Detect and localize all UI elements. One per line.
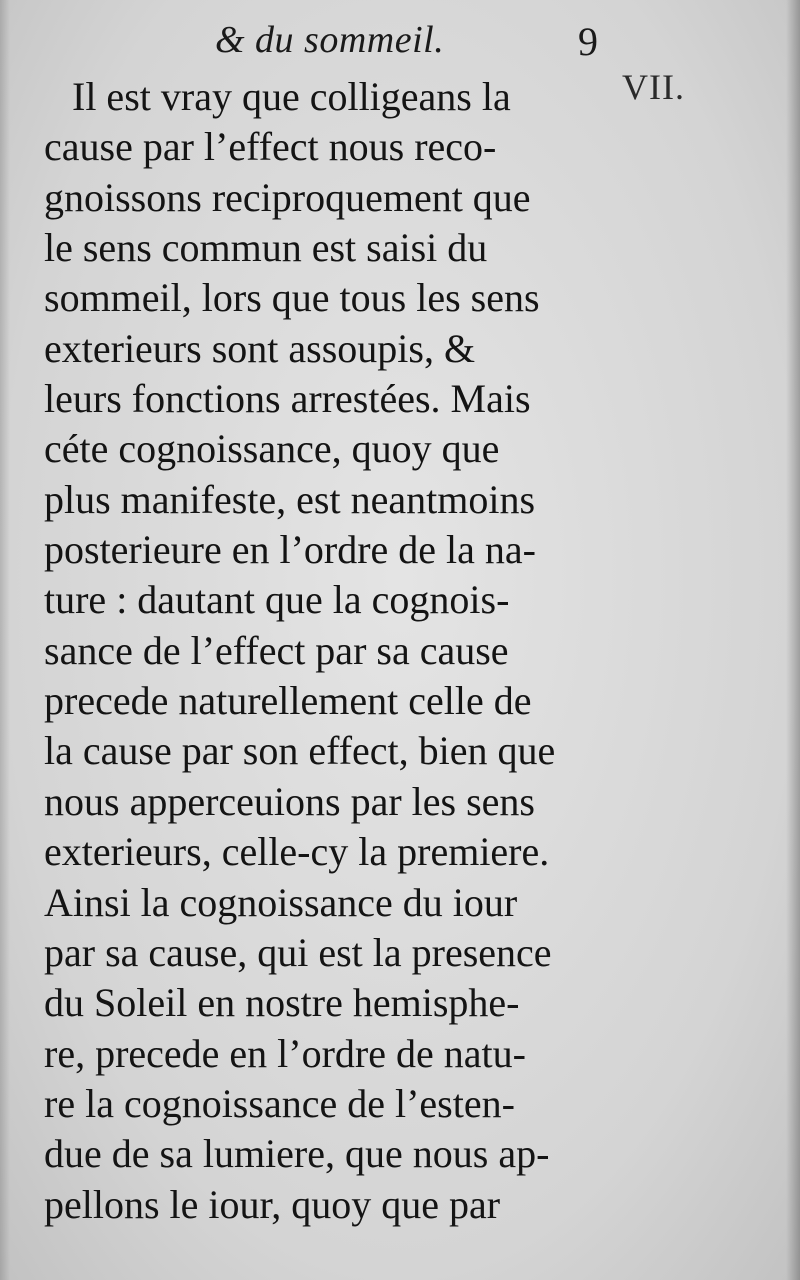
text-line: exterieurs sont assoupis, & xyxy=(44,325,476,371)
text-line: gnoissons reciproquement que xyxy=(44,174,531,220)
page-number: 9 xyxy=(578,19,598,64)
body-text xyxy=(44,72,634,1230)
text-line: cause par l’effect nous reco- xyxy=(44,124,497,170)
text-line: pellons le iour, quoy que par xyxy=(44,1181,501,1227)
text-line: nous apperceuions par les sens xyxy=(44,778,535,824)
text-line: leurs fonctions arrestées. Mais xyxy=(44,376,531,422)
text-line: exterieurs, celle-cy la premiere. xyxy=(44,829,550,875)
text-line: la cause par son effect, bien que xyxy=(44,728,556,774)
page-edge-shadow xyxy=(786,0,800,1280)
marginal-note: VII. xyxy=(622,67,685,107)
text-line: sommeil, lors que tous les sens xyxy=(44,275,540,321)
text-line: plus manifeste, est neantmoins xyxy=(44,476,536,522)
text-line: du Soleil en nostre hemisphe- xyxy=(44,980,520,1026)
text-line: ture : dautant que la cognois- xyxy=(44,577,510,623)
text-line: posterieure en l’ordre de la na- xyxy=(44,527,536,573)
running-head: & du sommeil. xyxy=(215,19,445,61)
text-line: sance de l’effect par sa cause xyxy=(44,627,509,673)
text-line: precede naturellement celle de xyxy=(44,678,532,724)
page-gutter-shadow xyxy=(0,0,10,1280)
page-header xyxy=(0,14,800,70)
text-line: par sa cause, qui est la presence xyxy=(44,929,552,975)
text-line: re la cognoissance de l’esten- xyxy=(44,1080,515,1126)
text-line: le sens commun est saisi du xyxy=(44,225,488,271)
text-line: due de sa lumiere, que nous ap- xyxy=(44,1131,550,1177)
text-line: Ainsi la cognoissance du iour xyxy=(44,879,518,925)
text-line: céte cognoissance, quoy que xyxy=(44,426,500,472)
text-line: re, precede en l’ordre de natu- xyxy=(44,1030,526,1076)
text-line: Il est vray que colligeans la xyxy=(72,74,511,119)
